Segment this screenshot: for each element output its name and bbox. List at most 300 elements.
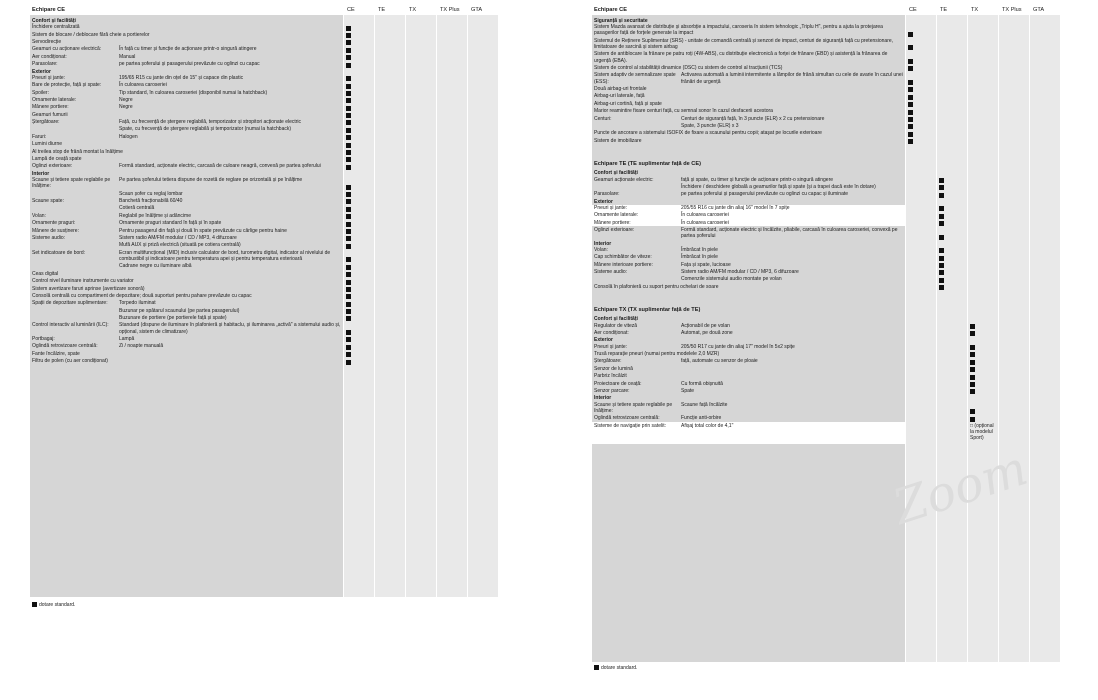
feature-value: Comenzile sistemului audio montate pe volan xyxy=(681,276,782,283)
standard-marker-icon xyxy=(939,248,944,253)
section-heading-text: Echipare TE (TE suplimentar față de CE) xyxy=(594,161,701,168)
standard-marker-icon xyxy=(939,178,944,183)
column-txplus xyxy=(999,15,1029,662)
standard-marker-icon xyxy=(908,95,913,100)
feature-label: Ornamente praguri: xyxy=(32,220,76,227)
standard-marker-icon xyxy=(908,132,913,137)
table-row xyxy=(32,228,372,235)
table-row xyxy=(32,358,372,365)
standard-marker-icon xyxy=(346,26,351,31)
standard-marker-icon xyxy=(346,157,351,162)
section-heading-text: Interior xyxy=(594,395,612,402)
standard-marker-icon xyxy=(970,382,975,387)
standard-marker-icon xyxy=(939,214,944,219)
table-row xyxy=(32,271,372,278)
feature-value: Banchetă fracționabilă 60/40 xyxy=(119,198,183,205)
table-row xyxy=(594,351,934,358)
table-row xyxy=(32,250,372,264)
standard-marker-icon xyxy=(346,33,351,38)
standard-marker-icon xyxy=(346,229,351,234)
feature-value: Lampă xyxy=(119,336,135,343)
feature-value: Îmbrăcat în piele xyxy=(681,254,718,261)
standard-marker-icon xyxy=(346,113,351,118)
standard-marker-icon xyxy=(346,214,351,219)
feature-label: Set indicatoare de bord: xyxy=(32,249,86,256)
feature-value: Halogen xyxy=(119,133,138,140)
standard-marker-icon xyxy=(970,352,975,357)
standard-marker-icon xyxy=(939,193,944,198)
table-row xyxy=(594,205,934,212)
table-row xyxy=(32,177,372,191)
optional-note xyxy=(970,423,994,441)
table-row xyxy=(594,381,934,388)
feature-value: Fața și spate, lucioase xyxy=(681,261,731,268)
standard-marker-icon xyxy=(970,409,975,414)
feature-label: Închidere centralizată xyxy=(32,24,80,31)
standard-marker-icon xyxy=(970,375,975,380)
feature-label: Parasolare: xyxy=(594,191,620,198)
feature-value: Torpedo iluminat xyxy=(119,300,156,307)
footnote xyxy=(594,665,637,671)
page-title: Echipare CE xyxy=(594,7,627,13)
feature-label: Servodirecție xyxy=(32,38,62,45)
standard-marker-icon xyxy=(594,665,599,670)
feature-label: Trusă reparație pneuri (numai pentru modelele 2,0 MZR) xyxy=(594,350,720,357)
standard-marker-icon xyxy=(346,236,351,241)
table-row xyxy=(32,54,372,61)
standard-marker-icon xyxy=(908,110,913,115)
standard-marker-icon xyxy=(346,244,351,249)
col-header-gta: GTA xyxy=(1033,7,1045,13)
feature-value: Scaun șofer cu reglaj lombar xyxy=(119,190,183,197)
standard-marker-icon xyxy=(346,63,351,68)
feature-label: Mânere interioare portiere: xyxy=(594,261,653,268)
feature-label: Pneuri și jante: xyxy=(594,343,628,350)
table-row xyxy=(594,276,934,283)
table-row xyxy=(32,104,372,111)
table-row xyxy=(594,422,994,454)
table-row xyxy=(32,220,372,227)
table-row xyxy=(594,220,934,227)
standard-marker-icon xyxy=(346,302,351,307)
standard-marker-icon xyxy=(939,278,944,283)
feature-value: Ecran multifuncțional (MID) inclusiv calculator de bord, turometru digital, indicator al nivelului de combustibil și indicatoare pentru temperatura apei și pentru temperatura exterioară xyxy=(119,249,331,262)
feature-label: Sistemul de Reținere Suplimentar (SRS) - unitate de comandă centrală și senzori de impact, centuri de siguranță față cu pretensionare, limitatoare de sarcină și sistem airbag xyxy=(594,37,894,50)
table-row xyxy=(594,123,934,130)
section-heading-text: Exterior xyxy=(32,68,51,75)
standard-marker-icon xyxy=(908,45,913,50)
standard-marker-icon xyxy=(346,91,351,96)
col-header-gta: GTA xyxy=(471,7,483,13)
footnote-text: dotare standard. xyxy=(601,665,638,671)
section-heading-text: Confort și facilități xyxy=(594,170,638,177)
feature-label: Geamuri fumurii xyxy=(32,111,68,118)
col-header-ce: CE xyxy=(909,7,917,13)
table-row xyxy=(594,227,934,241)
standard-marker-icon xyxy=(346,128,351,133)
feature-label: Oglindă retrovizoare centrală: xyxy=(32,343,98,350)
table-row xyxy=(594,65,934,72)
feature-label: Ceas digital xyxy=(32,270,59,277)
section-heading-text: Confort și facilități xyxy=(594,316,638,323)
feature-label: Portbagaj: xyxy=(32,336,55,343)
footnote-text: dotare standard. xyxy=(39,602,76,608)
table-row xyxy=(32,75,372,82)
standard-marker-icon xyxy=(346,48,351,53)
table-row xyxy=(594,269,934,276)
feature-value: Funcție anti-orbire xyxy=(681,415,722,422)
column-gta xyxy=(1030,15,1060,662)
table-row xyxy=(32,32,372,39)
table-header xyxy=(30,5,525,15)
col-header-tx: TX xyxy=(409,7,417,13)
standard-marker-icon xyxy=(970,367,975,372)
standard-marker-icon xyxy=(346,337,351,342)
standard-marker-icon xyxy=(908,59,913,64)
column-tx xyxy=(406,15,436,597)
feature-label: Mânere portiere: xyxy=(32,104,69,111)
feature-value: Spate, cu frecvență de ștergere reglabilă și temporizator (numai la hatchback) xyxy=(119,126,292,133)
table-row xyxy=(32,263,372,270)
standard-marker-icon xyxy=(346,120,351,125)
feature-label: Pneuri și jante: xyxy=(32,74,66,81)
standard-marker-icon xyxy=(908,32,913,37)
feature-label: Airbag-uri cortină, față și spate xyxy=(594,100,662,107)
section-title xyxy=(594,161,934,167)
feature-value: Sistem radio AM/FM modular / CD / MP3, 4 difuzoare xyxy=(119,234,237,241)
standard-marker-icon xyxy=(970,331,975,336)
table-row xyxy=(32,242,372,249)
section-title xyxy=(594,307,934,313)
col-header-te: TE xyxy=(378,7,386,13)
feature-value: În culoarea caroseriei xyxy=(119,82,167,89)
table-row xyxy=(594,38,934,52)
table-row xyxy=(32,97,372,104)
feature-label: Ornamente laterale: xyxy=(594,212,639,219)
feature-label: Oglinzi exterioare: xyxy=(594,227,635,234)
equipment-table xyxy=(32,18,372,366)
standard-marker-icon xyxy=(939,285,944,290)
feature-value: Zi / noapte manuală xyxy=(119,343,164,350)
table-row xyxy=(594,344,934,351)
standard-marker-icon xyxy=(346,150,351,155)
feature-label: Centuri: xyxy=(594,115,612,122)
standard-marker-icon xyxy=(346,98,351,103)
feature-label: Regulator de viteză xyxy=(594,322,638,329)
standard-marker-icon xyxy=(939,206,944,211)
standard-marker-icon xyxy=(346,222,351,227)
feature-value: În culoarea caroseriei xyxy=(681,212,729,219)
standard-marker-icon xyxy=(970,360,975,365)
standard-marker-icon xyxy=(346,257,351,262)
standard-marker-icon xyxy=(346,287,351,292)
standard-marker-icon xyxy=(939,235,944,240)
standard-marker-icon xyxy=(346,192,351,197)
standard-marker-icon xyxy=(346,265,351,270)
table-row xyxy=(32,90,372,97)
standard-marker-icon xyxy=(939,263,944,268)
table-row xyxy=(594,51,934,65)
standard-marker-icon xyxy=(908,80,913,85)
col-header-txplus: TX Plus xyxy=(440,7,460,13)
standard-marker-icon xyxy=(346,330,351,335)
table-row xyxy=(594,108,934,115)
table-row xyxy=(594,402,934,416)
table-row xyxy=(594,138,934,145)
feature-label: Scaune spate: xyxy=(32,198,64,205)
feature-label: Scaune și tetiere spate reglabile pe înălțime: xyxy=(594,401,673,414)
feature-value: 195/65 R15 cu jante din oțel de 15" și capace din plastic xyxy=(119,74,244,81)
table-row xyxy=(32,156,372,163)
feature-label: Spoiler: xyxy=(32,89,49,96)
feature-label: Volan: xyxy=(32,212,46,219)
feature-value: 205/50 R17 cu jante din aliaj 17" model în 5x2 spițe xyxy=(681,343,795,350)
standard-marker-icon xyxy=(939,270,944,275)
feature-value: Manual xyxy=(119,53,136,60)
feature-value: Sistem radio AM/FM modular / CD / MP3, 6 difuzoare xyxy=(681,269,799,276)
feature-label: Pneuri și jante: xyxy=(594,204,628,211)
table-row xyxy=(32,82,372,89)
table-row xyxy=(32,351,372,358)
feature-label: Sisteme de navigație prin satelit: xyxy=(594,422,666,429)
feature-value: Cu formă obișnuită xyxy=(681,380,723,387)
section-heading-text: Siguranță și securitate xyxy=(594,18,648,24)
column-te xyxy=(937,15,967,662)
feature-label: Sistem adaptiv de semnalizare spate (ESS): xyxy=(594,72,676,85)
col-header-te: TE xyxy=(940,7,948,13)
standard-marker-icon xyxy=(939,256,944,261)
table-row xyxy=(594,116,934,123)
feature-value: Buzunare de portiere (pe portierele față și spate) xyxy=(119,315,227,322)
optional-note-text: (opțional la modelul Sport) xyxy=(970,422,994,441)
table-row xyxy=(594,262,934,269)
feature-value: 205/55 R16 cu jante din aliaj 16" model în 7 spițe xyxy=(681,204,790,211)
table-row xyxy=(32,205,372,212)
table-row xyxy=(32,213,372,220)
table-row xyxy=(594,177,934,184)
feature-label: Parasolare: xyxy=(32,61,58,68)
feature-label: Proiectoare de ceață: xyxy=(594,380,642,387)
standard-marker-icon xyxy=(346,316,351,321)
table-row xyxy=(32,322,372,336)
table-row xyxy=(594,358,934,365)
standard-marker-icon xyxy=(970,345,975,350)
feature-label: Senzor de lumină xyxy=(594,365,633,372)
table-row xyxy=(594,284,934,291)
section-heading-text: Echipare TX (TX suplimentar față de TE) xyxy=(594,307,701,314)
feature-value: față, automate cu senzor de ploaie xyxy=(681,358,758,365)
feature-value: Pe partea șoferului tetiera dispune de rozetă de reglare pe orizontală și pe înălțime xyxy=(119,177,303,184)
feature-label: Sistem de antiblocare la frânare pe patru roți (4W-ABS), cu distribuție electronică a forței de frânare (EBD) și asistență la frânarea de urgență (EBA). xyxy=(594,51,888,64)
feature-label: Lumini diurne xyxy=(32,141,63,148)
feature-label: Cap schimbător de viteze: xyxy=(594,254,652,261)
feature-label: Consolă în plafonieră cu suport pentru ochelari de soare xyxy=(594,283,719,290)
table-row xyxy=(594,254,934,261)
standard-marker-icon xyxy=(970,324,975,329)
grey-panel-tx xyxy=(592,444,905,662)
table-row xyxy=(32,126,372,133)
feature-label: Lampă de ceață spate xyxy=(32,156,82,163)
table-row xyxy=(594,247,934,254)
standard-marker-icon xyxy=(939,221,944,226)
left-page xyxy=(30,0,550,700)
standard-marker-icon xyxy=(346,309,351,314)
table-row xyxy=(32,198,372,205)
table-row xyxy=(32,300,372,307)
feature-label: Mânere portiere: xyxy=(594,219,631,226)
feature-label: Consolă centrală cu compartiment de depozitare; două suporturi pentru pahare prevăzute cu capac xyxy=(32,292,252,299)
section-heading-text: Exterior xyxy=(594,198,613,205)
standard-marker-icon xyxy=(346,345,351,350)
section-spacer xyxy=(594,145,934,161)
feature-label: Ștergătoare: xyxy=(594,358,622,365)
table-row xyxy=(32,46,372,53)
table-header xyxy=(592,5,1087,15)
feature-value: Spate xyxy=(681,387,695,394)
feature-label: Oglinzi exterioare: xyxy=(32,163,73,170)
standard-marker-icon xyxy=(908,102,913,107)
standard-marker-icon xyxy=(346,143,351,148)
standard-marker-icon xyxy=(908,66,913,71)
col-header-ce: CE xyxy=(347,7,355,13)
feature-value: Negre xyxy=(119,96,133,103)
feature-value: pe partea șoferului și pasagerului prevăzute cu oglinzi cu capac xyxy=(119,61,260,68)
table-row xyxy=(594,86,934,93)
standard-marker-icon xyxy=(346,207,351,212)
feature-label: Bare de protecție, față și spate: xyxy=(32,82,102,89)
feature-value: Reglabil pe înălțime și adâncime xyxy=(119,212,191,219)
table-row xyxy=(32,343,372,350)
table-row xyxy=(594,101,934,108)
table-row xyxy=(594,415,934,422)
table-row xyxy=(594,330,934,337)
feature-label: Sistem de imobilizare xyxy=(594,137,642,144)
column-te xyxy=(375,15,405,597)
standard-marker-icon xyxy=(939,185,944,190)
standard-marker-icon xyxy=(346,185,351,190)
feature-value: Acționabil de pe volan xyxy=(681,322,730,329)
feature-value: Cadrane negre cu iluminare albă xyxy=(119,263,192,270)
feature-label: Marior reamintire fixare centuri față, cu semnal sonor în cazul desfacerii acestora xyxy=(594,108,773,115)
feature-value: Mufă AUX și priză electrică (situată pe cotiera centrală) xyxy=(119,242,241,249)
feature-value: Tip standard, în culoarea caroseriei (disponibil numai la hatchback) xyxy=(119,89,268,96)
table-row xyxy=(32,149,372,156)
feature-value: Centuri de siguranță față, în 3 puncte (ELR) x 2 cu pretensionare xyxy=(681,115,825,122)
standard-marker-icon xyxy=(970,389,975,394)
feature-label: Sistem avertizare faruri aprinse (avertizare sonoră) xyxy=(32,285,145,292)
feature-label: Volan: xyxy=(594,246,608,253)
feature-label: Control interactiv al luminării (ILC): xyxy=(32,322,109,329)
table-row xyxy=(32,315,372,322)
feature-label: Geamuri acționate electric: xyxy=(594,176,654,183)
feature-label: Spații de depozitare suplimentare: xyxy=(32,300,108,307)
feature-label: Geamuri cu acționare electrică: xyxy=(32,46,102,53)
feature-label: Airbag-uri laterale, față xyxy=(594,93,645,100)
feature-value: Ornamente praguri standard în față și în spate xyxy=(119,220,222,227)
standard-marker-icon xyxy=(908,117,913,122)
table-row xyxy=(32,235,372,242)
standard-marker-icon xyxy=(346,106,351,111)
section-heading-text: Exterior xyxy=(594,337,613,344)
feature-value: Negre xyxy=(119,104,133,111)
standard-marker-icon xyxy=(346,352,351,357)
standard-marker-icon xyxy=(346,280,351,285)
feature-label: Ornamente laterale: xyxy=(32,96,77,103)
feature-label: Puncte de ancorare a sistemului ISOFIX de fixare a scaunului pentru copii; ataşat pe locurile exterioare xyxy=(594,130,822,137)
feature-label: Senzor parcare: xyxy=(594,387,630,394)
table-row xyxy=(32,278,372,285)
optional-marker-icon: □ xyxy=(970,422,975,429)
table-row xyxy=(32,134,372,141)
feature-label: Filtru de polen (cu aer condiționat) xyxy=(32,358,108,365)
table-row xyxy=(32,141,372,148)
feature-value: Standard (dispune de iluminare în plafonieră și habitaclu, și iluminarea „activă" a sistemului audio și, opțional, sistem de climatizare) xyxy=(119,322,341,335)
standard-marker-icon xyxy=(346,294,351,299)
table-row xyxy=(32,61,372,68)
feature-label: Aer condiționat: xyxy=(32,53,67,60)
table-row xyxy=(32,191,372,198)
feature-label: Scaune și tetiere spate reglabile pe înălțime: xyxy=(32,177,111,190)
feature-value: față și spate, cu timer și funcție de acționare printr-o singură atingere xyxy=(681,176,834,183)
feature-value: Spate, 3 puncte (ELR) x 3 xyxy=(681,122,739,129)
feature-label: Aer condiționat: xyxy=(594,329,629,336)
standard-marker-icon xyxy=(346,272,351,277)
table-row xyxy=(594,388,934,395)
feature-label: Sistem Mazda avansat de distribuție și absorbție a impactului, caroseria în sistem tehnologic „Triplu H", pentru a ajuta la protejarea pasagerilor față de forțele generate la impact xyxy=(594,24,883,37)
col-header-txplus: TX Plus xyxy=(1002,7,1022,13)
section-spacer xyxy=(594,291,934,307)
standard-marker-icon xyxy=(346,135,351,140)
feature-label: Oglindă retrovizoare centrală: xyxy=(594,415,660,422)
table-row xyxy=(32,286,372,293)
feature-value: Automat, pe două zone xyxy=(681,329,733,336)
footnote xyxy=(32,602,75,608)
section-heading-text: Confort și facilități xyxy=(32,18,76,24)
table-row xyxy=(594,130,934,137)
feature-label: Sistem de control al stabilității dinamice (DSC) cu sistem de control al tracțiunii (TCS) xyxy=(594,64,783,71)
standard-marker-icon xyxy=(346,360,351,365)
table-row xyxy=(32,112,372,119)
table-row xyxy=(594,184,934,191)
table-row xyxy=(594,191,934,198)
feature-value: Buzunar pe spătarul scaunului (pe partea pasagerului) xyxy=(119,307,240,314)
feature-label: Parbriz încălzit xyxy=(594,373,627,380)
standard-marker-icon xyxy=(346,40,351,45)
feature-value: Afișaj total color de 4,1" xyxy=(681,422,734,429)
right-page xyxy=(592,0,1098,700)
feature-label: Control nivel iluminare instrumente cu variator xyxy=(32,278,134,285)
feature-label: Ștergătoare: xyxy=(32,119,60,126)
column-tx xyxy=(968,15,998,662)
table-row xyxy=(32,308,372,315)
standard-marker-icon xyxy=(346,199,351,204)
feature-label: Sisteme audio: xyxy=(594,269,628,276)
standard-marker-icon xyxy=(346,76,351,81)
feature-value: În culoarea caroseriei xyxy=(681,219,729,226)
feature-label: Faruri: xyxy=(32,133,47,140)
column-txplus xyxy=(437,15,467,597)
standard-marker-icon xyxy=(908,139,913,144)
table-row xyxy=(594,323,934,330)
page-title: Echipare CE xyxy=(32,7,65,13)
column-gta xyxy=(468,15,498,597)
feature-value: pe partea șoferului și pasagerului prevăzute cu oglinzi cu capac și iluminate xyxy=(681,191,849,198)
standard-marker-icon xyxy=(970,417,975,422)
feature-value: Îmbrăcat în piele xyxy=(681,246,718,253)
section-heading-text: Interior xyxy=(32,170,50,177)
feature-value: Față, cu frecvență de ștergere reglabilă, temporizator și stropitori acționate electric xyxy=(119,119,302,126)
table-row xyxy=(32,336,372,343)
